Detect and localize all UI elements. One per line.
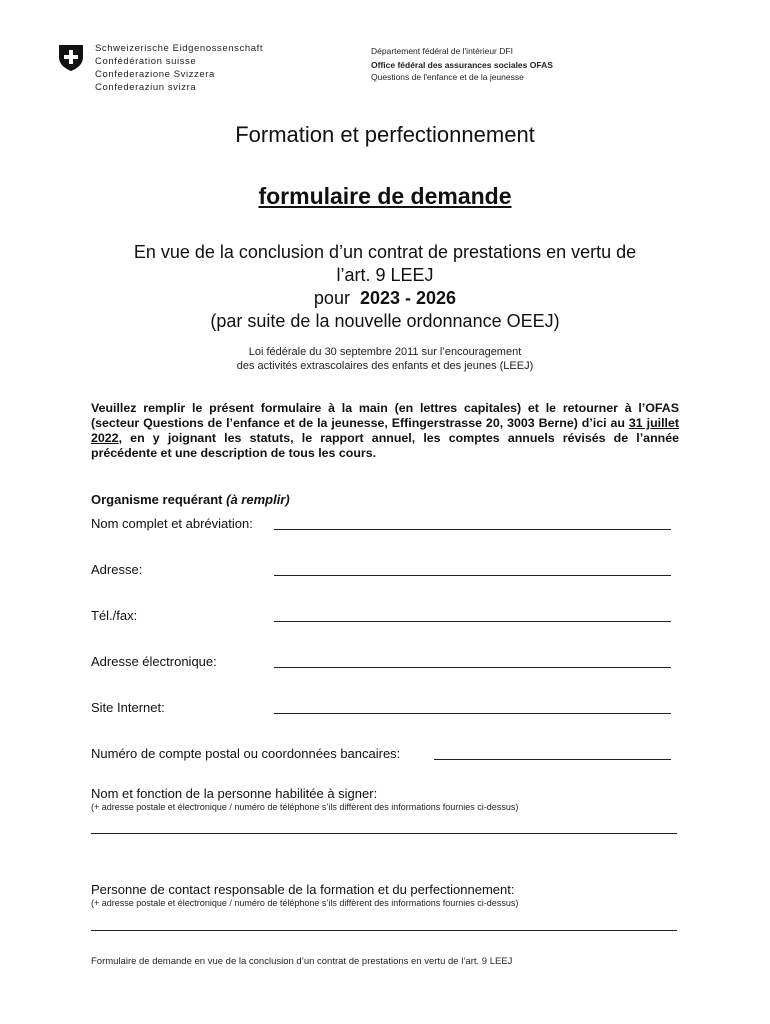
law-line: des activités extrascolaires des enfants et des jeunes (LEEJ) [236, 360, 534, 372]
page-footer: Formulaire de demande en vue de la conclusion d’un contrat de prestations en vertu de l’art. 9 LEEJ [91, 956, 513, 967]
deadline: 31 juillet 2022 [91, 416, 679, 445]
subtitle-line: (par suite de la nouvelle ordonnance OEEJ) [210, 311, 560, 331]
email-field[interactable] [274, 667, 671, 668]
subtitle-pour: pour [313, 288, 350, 308]
swiss-cross-logo [58, 44, 84, 72]
signatory-label: Nom et fonction de la personne habilitée à signer: [91, 786, 378, 801]
bank-field[interactable] [434, 759, 671, 760]
website-field[interactable] [274, 713, 671, 714]
name-label: Nom complet et abréviation: [91, 516, 253, 531]
subtitle-line: En vue de la conclusion d’un contrat de prestations en vertu de [133, 242, 637, 262]
contact-field[interactable] [91, 930, 677, 931]
confederation-line: Confederaziun svizra [95, 82, 197, 93]
confederation-line: Schweizerische Eidgenossenschaft [95, 43, 264, 54]
subtitle-years: 2023 - 2026 [359, 288, 457, 308]
section-title: Organisme requérant [91, 492, 223, 507]
instructions-text: Veuillez remplir le présent formulaire à la main (en lettres capitales) et le retourner à l’OFAS (secteur Questions de l’enfance et de la jeunesse, Effingerstrasse 20, 3003 Berne) d’ici au [91, 401, 679, 430]
department-name: Département fédéral de l'intérieur DFI [371, 46, 513, 56]
department-block [371, 44, 553, 84]
contact-note: (+ adresse postale et électronique / numéro de téléphone s’ils diffèrent des informations fournies ci-dessus) [91, 898, 519, 908]
confederation-line: Confédération suisse [95, 56, 197, 67]
instructions [91, 401, 679, 461]
phone-field[interactable] [274, 621, 671, 622]
law-reference [0, 345, 770, 373]
division-name: Questions de l'enfance et de la jeunesse [371, 72, 524, 82]
name-field[interactable] [274, 529, 671, 530]
address-label: Adresse: [91, 562, 143, 577]
law-line: Loi fédérale du 30 septembre 2011 sur l’encouragement [248, 346, 522, 358]
subtitle-line: l’art. 9 LEEJ [336, 265, 434, 285]
subtitle-period [70, 287, 700, 310]
contact-label: Personne de contact responsable de la formation et du perfectionnement: [91, 882, 515, 897]
office-name: Office fédéral des assurances sociales OFAS [371, 60, 553, 70]
confederation-line: Confederazione Svizzera [95, 69, 215, 80]
signatory-field[interactable] [91, 833, 677, 834]
page-title: Formation et perfectionnement [235, 122, 535, 147]
section-hint: (à remplir) [226, 492, 290, 507]
subtitle [70, 241, 700, 333]
instructions-text: , en y joignant les statuts, le rapport annuel, les comptes annuels révisés de l’année précédente et une description de tous les cours. [91, 431, 679, 460]
signatory-note: (+ adresse postale et électronique / numéro de téléphone s’ils diffèrent des informations fournies ci-dessus) [91, 802, 519, 812]
confederation-names [95, 42, 263, 94]
form-title: formulaire de demande [258, 183, 512, 209]
bank-label: Numéro de compte postal ou coordonnées bancaires: [91, 746, 401, 761]
section-label [91, 492, 290, 507]
email-label: Adresse électronique: [91, 654, 217, 669]
website-label: Site Internet: [91, 700, 165, 715]
address-field[interactable] [274, 575, 671, 576]
phone-label: Tél./fax: [91, 608, 138, 623]
